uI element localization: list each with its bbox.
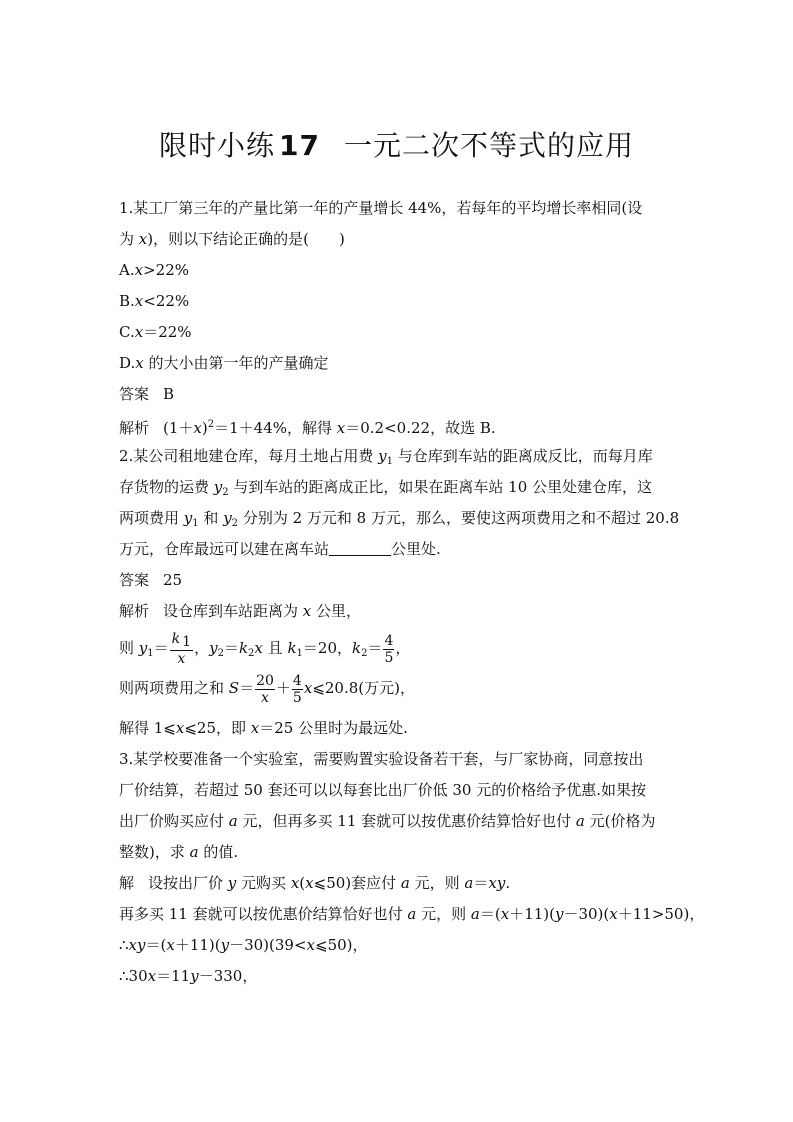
- q1-option-b: B.x<22%: [119, 292, 190, 310]
- page-title: [0, 124, 793, 164]
- title-text: 一元二次不等式的应用: [343, 129, 634, 162]
- q1-stem-line2: 为 x)，则以下结论正确的是( ): [119, 230, 345, 248]
- q3-solution-line3: ∴xy＝(x＋11)(y－30)(39<x⩽50)，: [119, 936, 368, 954]
- answer-blank: [329, 541, 391, 556]
- q3-stem-line1: 3.某学校要准备一个实验室，需要购置实验设备若干套，与厂家协商，同意按出: [119, 750, 644, 768]
- q2-solution: 解得 1⩽x⩽25，即 x＝25 公里时为最远处.: [119, 719, 408, 737]
- fraction-k1-over-x: $\frac{k 1}{x}$: [171, 631, 192, 667]
- q1-stem-line1: 1.某工厂第三年的产量比第一年的产量增长 44%，若每年的平均增长率相同(设: [119, 199, 643, 217]
- q2-stem-line4: 万元，仓库最远可以建在离车站 公里处.: [119, 540, 441, 558]
- q2-analysis: 解析 设仓库到车站距离为 x 公里，: [119, 602, 362, 620]
- title-number: 17: [279, 129, 320, 162]
- q3-stem-line3: 出厂价购买应付 a 元，但再多买 11 套就可以按优惠价结算恰好也付 a 元(价格为: [119, 812, 656, 830]
- q3-solution-line4: ∴30x＝11y－330，: [119, 967, 258, 985]
- q2-equation-1: 则 $y_1=$ $\frac{k 1}{x}$ ，$y_2=k_2x$ 且 $k_1=20$，$k_2=$ $\frac{4}{5}$ ，: [119, 631, 411, 667]
- q1-option-d: D.x 的大小由第一年的产量确定: [119, 354, 329, 372]
- q3-stem-line4: 整数)，求 a 的值.: [119, 843, 239, 861]
- q1-option-c: C.x＝22%: [119, 323, 192, 341]
- q3-stem-line2: 厂价结算，若超过 50 套还可以以每套比出厂价低 30 元的价格给予优惠.如果按: [119, 781, 647, 799]
- title-prefix: 限时小练: [159, 129, 276, 162]
- q2-equation-2: 则两项费用之和 S＝ $\frac{20}{x}$ ＋ $\frac{4}{5}$ x⩽20.8(万元)，: [119, 672, 415, 706]
- fraction-20-over-x: $\frac{20}{x}$: [256, 672, 274, 706]
- fraction-4-over-5: $\frac{4}{5}$: [384, 632, 394, 666]
- q2-stem-line2: 存货物的运费 $y_2$ 与到车站的距离成正比，如果在距离车站 10 公里处建仓库，这: [119, 478, 653, 498]
- q2-stem-line1: 2.某公司租地建仓库，每月土地占用费 $y_1$ 与仓库到车站的距离成反比，而每月库: [119, 447, 653, 467]
- q3-solution-line2: 再多买 11 套就可以按优惠价结算恰好也付 a 元，则 a＝(x＋11)(y－30)(x＋11>50)，: [119, 905, 705, 923]
- q1-analysis: 解析 $(1+x)^2=1+44\%$，解得 x＝0.2<0.22，故选 B.: [119, 419, 496, 437]
- q2-stem-line3: 两项费用 $y_1$ 和 $y_2$ 分别为 2 万元和 8 万元，那么，要使这两项费用之和不超过 20.8: [119, 509, 680, 529]
- fraction-4-over-5: $\frac{4}{5}$: [292, 672, 302, 706]
- q2-answer: 答案 25: [119, 571, 183, 589]
- q1-option-a: A.x>22%: [119, 261, 189, 279]
- q1-answer: 答案 B: [119, 385, 175, 403]
- q3-solution-line1: 解 设按出厂价 y 元购买 x(x⩽50)套应付 a 元，则 a＝xy.: [119, 874, 511, 892]
